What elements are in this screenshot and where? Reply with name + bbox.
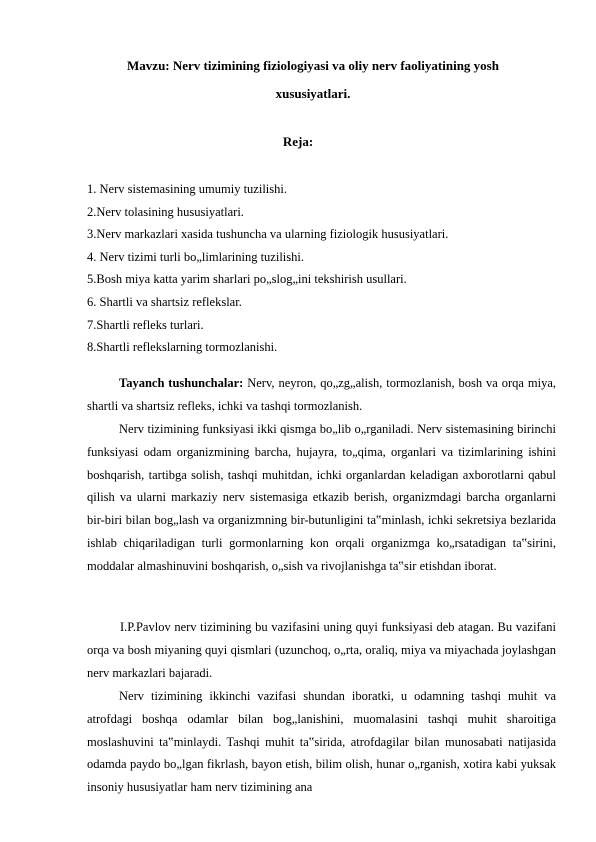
plan-item: 8.Shartli reflekslarning tormozlanishi. [87,340,278,355]
plan-item: 2.Nerv tolasining hususiyatlari. [87,204,244,219]
body-paragraph-functions: Nerv tizimining funksiyasi ikki qismga bo„lib o„rganiladi. Nerv sistemasining birinchi funksiyasi odam organizmining barcha, hujayra, to„qima, organlari va tizimlarining ishini boshqarish, tartibga solish, tashqi muhitdan, ichki organlardan keladigan axborotlarni qabul qilish va ularni markaziy nerv sistemasiga etkazib berish, organizmdagi barcha organlarni bir-biri bilan bog„lash va organizmning bir-butunligini ta‟minlash, ichki sekretsiya bezlarida ishlab chiqariladigan turli gormonlarning kon orqali organizmga ko„rsatadigan ta‟sirini, moddalar almashinuvini boshqarish, o„sish va rivojlanishga ta‟sir etishdan iborat. [87,422,556,573]
plan-item: 4. Nerv tizimi turli bo„limlarining tuzilishi. [87,249,304,264]
key-terms-text: Nerv, neyron, qo„zg„alish, tormozlanish, bosh va orqa miya, shartli va shartsiz refleks, ichki va tashqi tormozlanish. [87,376,556,413]
plan-item: 6. Shartli va shartsiz reflekslar. [87,294,242,309]
key-terms-paragraph [87,372,556,418]
plan-item: 3.Nerv markazlari xasida tushuncha va ularning fiziologik hususiyatlari. [87,227,449,242]
key-terms-label: Tayanch tushunchalar: [119,376,244,390]
plan-heading: Reja: [282,134,314,149]
body-paragraph-pavlov: I.P.Pavlov nerv tizimining bu vazifasini uning quyi funksiyasi deb atagan. Bu vazifani orqa va bosh miyaning quyi qismlari (uzunchoq, o„rta, oraliq, miya va miyachada joylashgan nerv markazlari bajaradi. [87,620,556,680]
plan-item: 5.Bosh miya katta yarim sharlari po„slog„ini tekshirish usullari. [87,272,407,287]
plan-item: 7.Shartli refleks turlari. [87,317,204,332]
body-paragraph-second-function: Nerv tizimining ikkinchi vazifasi shundan iboratki, u odamning tashqi muhit va atrofdagi boshqa odamlar bilan bog„lanishini, muomalasini tashqi muhit sharoitiga moslashuvini ta‟minlaydi. Tashqi muhit ta‟sirida, atrofdagilar bilan munosabati natijasida odamda paydo bo„lgan fikrlash, bayon etish, bilim olish, hunar o„rganish, xotira kabi yuksak insoniy hususiyatlar ham nerv tizimining ana [87,689,556,795]
plan-list [87,178,448,359]
document-title: Mavzu: Nerv tizimining fiziologiyasi va oliy nerv faoliyatining yosh xususiyatlari. [127,58,499,101]
plan-item: 1. Nerv sistemasining umumiy tuzilishi. [87,182,287,196]
